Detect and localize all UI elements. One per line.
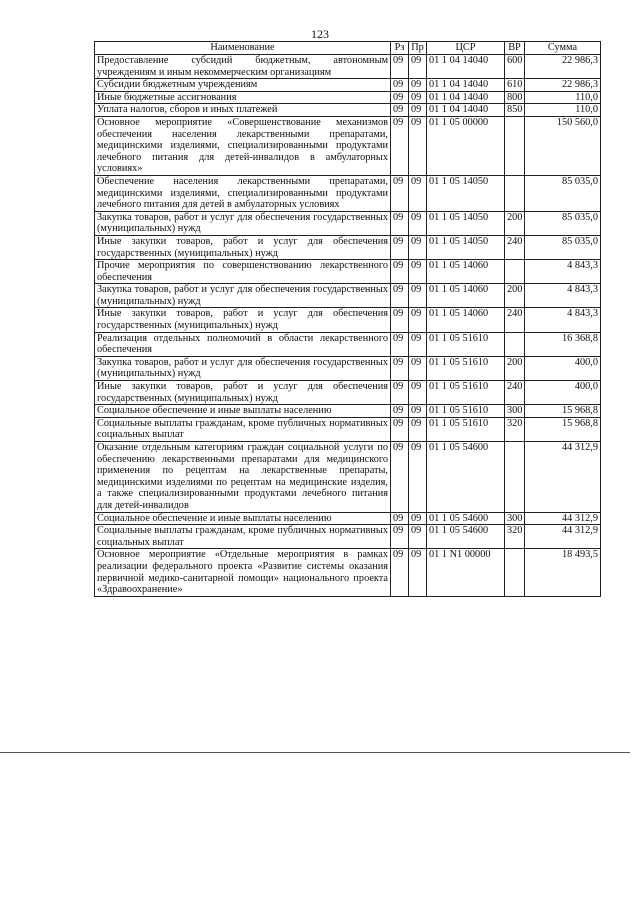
cell-name: Субсидии бюджетным учреждениям [95,79,391,92]
header-sum: Сумма [525,42,601,55]
cell-rz: 09 [391,381,409,405]
cell-rz: 09 [391,260,409,284]
cell-sum: 85 035,0 [525,211,601,235]
table-row [95,235,601,259]
cell-rz: 09 [391,104,409,117]
cell-sum: 150 560,0 [525,116,601,175]
table-row [95,512,601,525]
table-row [95,405,601,418]
cell-pr: 09 [409,442,427,513]
table-row [95,332,601,356]
cell-vr: 610 [505,79,525,92]
cell-csr: 01 1 04 14040 [427,55,505,79]
cell-vr: 240 [505,308,525,332]
cell-csr: 01 1 04 14040 [427,104,505,117]
cell-sum: 18 493,5 [525,549,601,596]
cell-csr: 01 1 05 54600 [427,525,505,549]
cell-vr: 300 [505,512,525,525]
cell-csr: 01 1 05 51610 [427,405,505,418]
header-name: Наименование [95,42,391,55]
cell-vr: 600 [505,55,525,79]
cell-name: Предоставление субсидий бюджетным, автономным учреждениям и иным некоммерческим организациям [95,55,391,79]
cell-vr [505,332,525,356]
cell-vr: 200 [505,211,525,235]
cell-pr: 09 [409,116,427,175]
cell-vr [505,549,525,596]
cell-csr: 01 1 N1 00000 [427,549,505,596]
header-vr: ВР [505,42,525,55]
table-row [95,116,601,175]
cell-sum: 44 312,9 [525,512,601,525]
cell-rz: 09 [391,332,409,356]
cell-csr: 01 1 05 54600 [427,442,505,513]
cell-rz: 09 [391,211,409,235]
cell-vr [505,260,525,284]
table-header-row [95,42,601,55]
cell-sum: 44 312,9 [525,525,601,549]
cell-csr: 01 1 05 14060 [427,260,505,284]
cell-pr: 09 [409,405,427,418]
cell-vr: 240 [505,381,525,405]
cell-vr [505,116,525,175]
cell-name: Обеспечение населения лекарственными препаратами, медицинскими изделиями, специализированными продуктами лечебного питания для детей в амбулаторных условиях [95,175,391,211]
cell-pr: 09 [409,91,427,104]
table-row [95,175,601,211]
table-row [95,211,601,235]
cell-csr: 01 1 04 14040 [427,79,505,92]
cell-sum: 44 312,9 [525,442,601,513]
table-row [95,442,601,513]
table-row [95,356,601,380]
table-row [95,417,601,441]
cell-csr: 01 1 05 54600 [427,512,505,525]
cell-vr [505,442,525,513]
cell-pr: 09 [409,308,427,332]
cell-sum: 4 843,3 [525,260,601,284]
cell-vr: 200 [505,284,525,308]
cell-csr: 01 1 05 14050 [427,235,505,259]
cell-vr: 800 [505,91,525,104]
cell-name: Закупка товаров, работ и услуг для обеспечения государственных (муниципальных) нужд [95,356,391,380]
cell-rz: 09 [391,308,409,332]
cell-name: Основное мероприятие «Совершенствование механизмов обеспечения населения лекарственными препаратами, медицинскими изделиями, специализированными продуктами лечебного питания для детей-инвалидов в амбулаторных условиях» [95,116,391,175]
page-number: 123 [311,27,329,41]
cell-name: Оказание отдельным категориям граждан социальной услуги по обеспечению лекарственными препаратами для медицинского применения по рецептам на лекарственные препараты, медицинскими изделиями по рецептам на медицинские изделия, а также специализированными продуктами лечебного питания для детей-инвалидов [95,442,391,513]
cell-name: Прочие мероприятия по совершенствованию лекарственного обеспечения [95,260,391,284]
cell-pr: 09 [409,260,427,284]
table-row [95,308,601,332]
cell-name: Реализация отдельных полномочий в области лекарственного обеспечения [95,332,391,356]
cell-pr: 09 [409,55,427,79]
cell-rz: 09 [391,356,409,380]
table-body [95,55,601,597]
table-row [95,104,601,117]
cell-pr: 09 [409,512,427,525]
cell-pr: 09 [409,525,427,549]
cell-csr: 01 1 05 14060 [427,308,505,332]
cell-vr: 300 [505,405,525,418]
cell-pr: 09 [409,79,427,92]
cell-pr: 09 [409,235,427,259]
cell-sum: 15 968,8 [525,417,601,441]
cell-name: Социальное обеспечение и иные выплаты населению [95,512,391,525]
cell-sum: 22 986,3 [525,79,601,92]
cell-name: Закупка товаров, работ и услуг для обеспечения государственных (муниципальных) нужд [95,284,391,308]
cell-rz: 09 [391,235,409,259]
table-row [95,79,601,92]
cell-pr: 09 [409,381,427,405]
table-row [95,55,601,79]
cell-pr: 09 [409,284,427,308]
cell-sum: 4 843,3 [525,284,601,308]
cell-sum: 110,0 [525,104,601,117]
cell-rz: 09 [391,549,409,596]
cell-rz: 09 [391,405,409,418]
cell-pr: 09 [409,417,427,441]
cell-vr: 240 [505,235,525,259]
cell-sum: 16 368,8 [525,332,601,356]
cell-pr: 09 [409,175,427,211]
cell-csr: 01 1 05 00000 [427,116,505,175]
budget-table [94,41,601,597]
cell-sum: 85 035,0 [525,175,601,211]
table-row [95,284,601,308]
header-rz: Рз [391,42,409,55]
table-row [95,381,601,405]
cell-pr: 09 [409,104,427,117]
cell-csr: 01 1 04 14040 [427,91,505,104]
cell-rz: 09 [391,442,409,513]
cell-sum: 22 986,3 [525,55,601,79]
cell-pr: 09 [409,549,427,596]
cell-vr: 320 [505,525,525,549]
cell-csr: 01 1 05 51610 [427,417,505,441]
cell-pr: 09 [409,332,427,356]
cell-rz: 09 [391,284,409,308]
cell-pr: 09 [409,211,427,235]
cell-rz: 09 [391,175,409,211]
cell-name: Уплата налогов, сборов и иных платежей [95,104,391,117]
footer-divider [0,752,630,753]
cell-csr: 01 1 05 51610 [427,356,505,380]
cell-name: Социальные выплаты гражданам, кроме публичных нормативных социальных выплат [95,417,391,441]
cell-sum: 110,0 [525,91,601,104]
table-row [95,525,601,549]
cell-rz: 09 [391,79,409,92]
cell-sum: 85 035,0 [525,235,601,259]
cell-vr: 850 [505,104,525,117]
cell-rz: 09 [391,525,409,549]
cell-rz: 09 [391,55,409,79]
header-csr: ЦСР [427,42,505,55]
cell-sum: 400,0 [525,381,601,405]
cell-rz: 09 [391,91,409,104]
cell-name: Иные закупки товаров, работ и услуг для обеспечения государственных (муниципальных) нужд [95,308,391,332]
table-row [95,549,601,596]
cell-name: Закупка товаров, работ и услуг для обеспечения государственных (муниципальных) нужд [95,211,391,235]
cell-sum: 400,0 [525,356,601,380]
cell-sum: 4 843,3 [525,308,601,332]
cell-vr [505,175,525,211]
cell-sum: 15 968,8 [525,405,601,418]
cell-name: Иные закупки товаров, работ и услуг для обеспечения государственных (муниципальных) нужд [95,381,391,405]
header-pr: Пр [409,42,427,55]
cell-csr: 01 1 05 51610 [427,332,505,356]
cell-vr: 200 [505,356,525,380]
cell-rz: 09 [391,116,409,175]
table-row [95,91,601,104]
cell-csr: 01 1 05 14050 [427,211,505,235]
cell-name: Основное мероприятие «Отдельные мероприятия в рамках реализации федерального проекта «Развитие системы оказания первичной медико-санитарной помощи» национального проекта «Здравоохранение» [95,549,391,596]
table-row [95,260,601,284]
cell-vr: 320 [505,417,525,441]
cell-csr: 01 1 05 51610 [427,381,505,405]
cell-pr: 09 [409,356,427,380]
cell-name: Социальное обеспечение и иные выплаты населению [95,405,391,418]
cell-rz: 09 [391,512,409,525]
cell-rz: 09 [391,417,409,441]
cell-csr: 01 1 05 14060 [427,284,505,308]
cell-name: Иные закупки товаров, работ и услуг для обеспечения государственных (муниципальных) нужд [95,235,391,259]
cell-name: Социальные выплаты гражданам, кроме публичных нормативных социальных выплат [95,525,391,549]
cell-csr: 01 1 05 14050 [427,175,505,211]
cell-name: Иные бюджетные ассигнования [95,91,391,104]
